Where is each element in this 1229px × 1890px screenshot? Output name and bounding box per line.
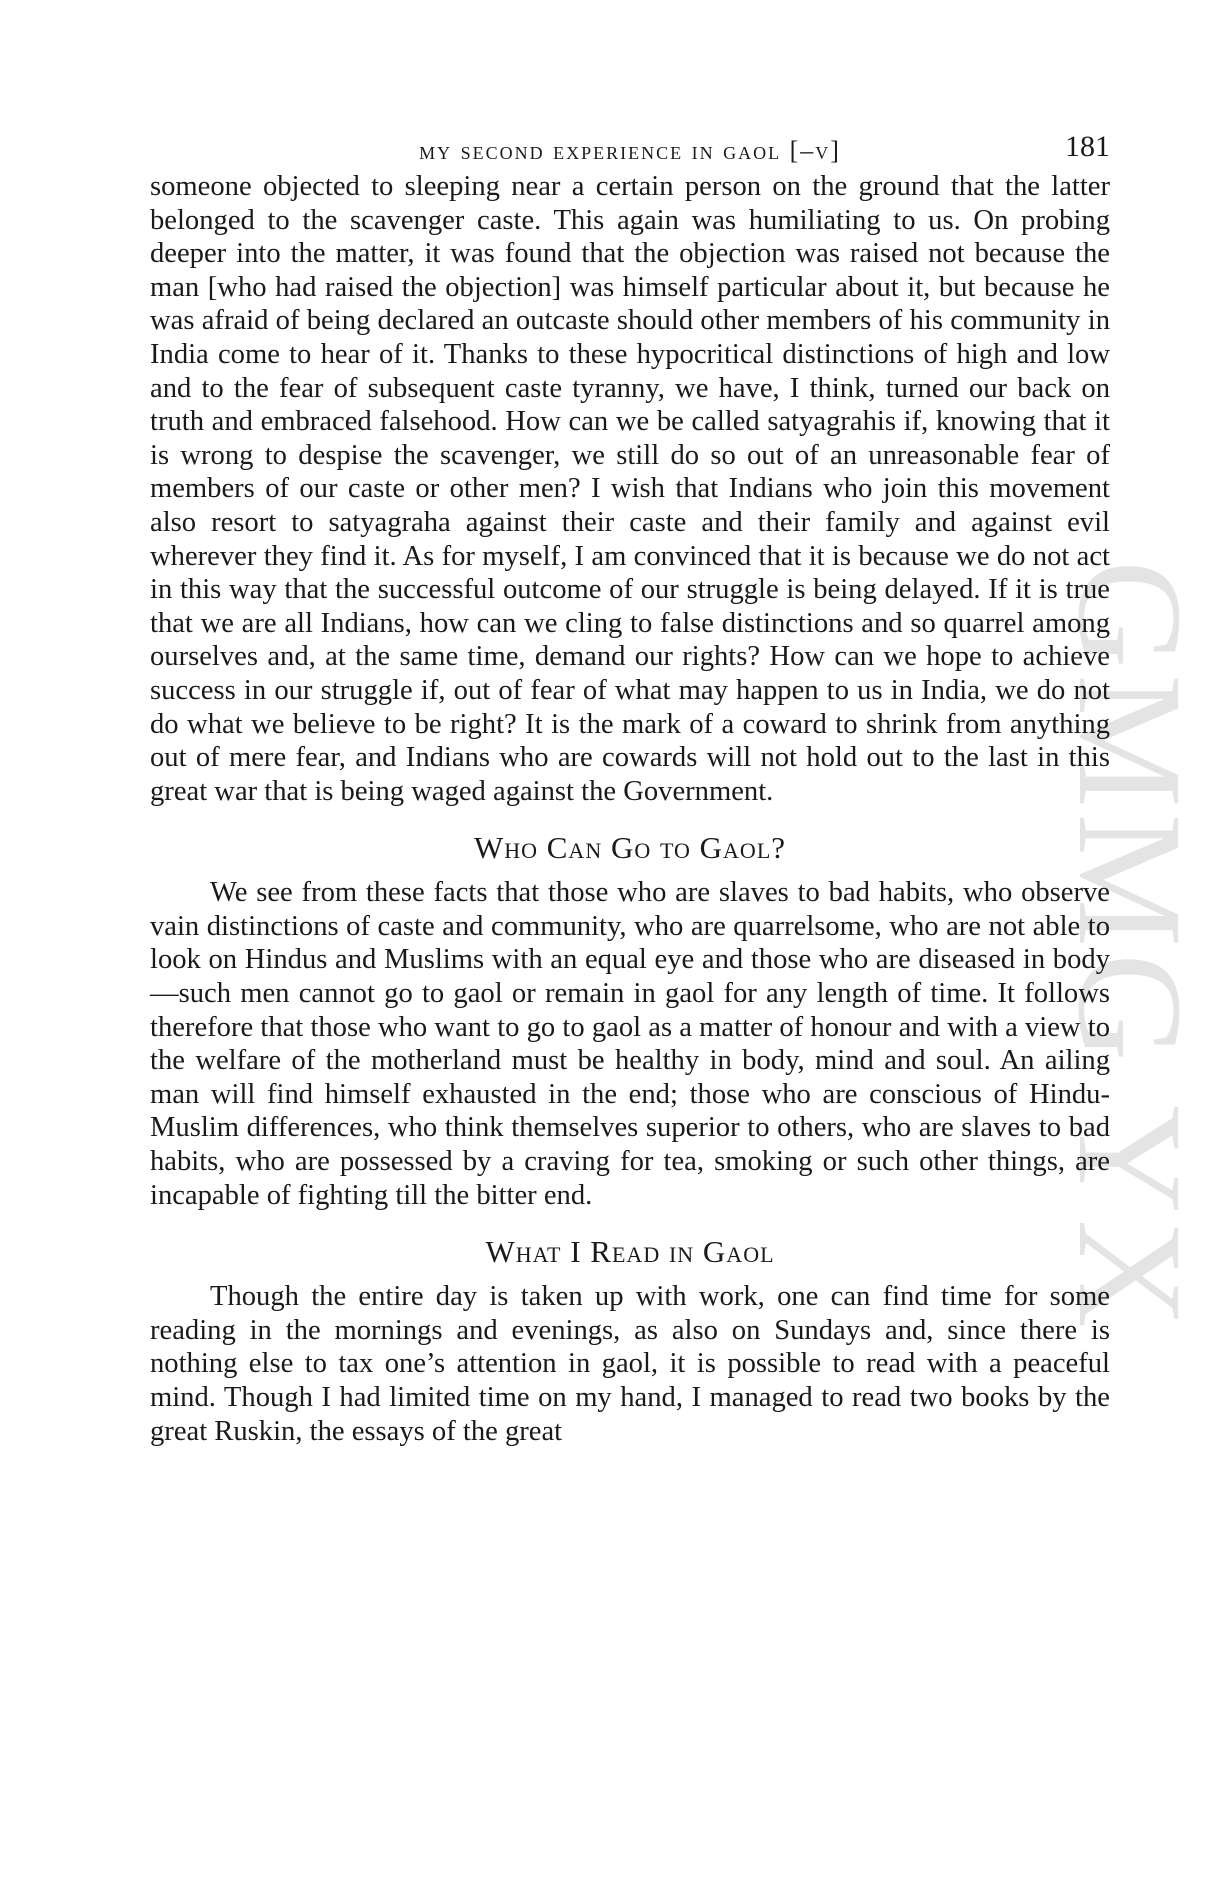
section-heading-what-i-read: What I Read in Gaol [485, 1234, 775, 1270]
paragraph-who-can-go: We see from these facts that those who are slaves to bad habits, who observe vain distinctions of caste and community, who are quarrelsome, who are not able to look on Hindus and Muslims with an equal eye and those who are diseased in body—such men cannot go to gaol or remain in gaol for any length of time. It follows therefore that those who want to go to gaol as a matter of honour and with a view to the welfare of the motherland must be healthy in body, mind and soul. An ailing man will find himself exhausted in the end; those who are conscious of Hindu-Muslim differences, who think themselves superior to others, who are slaves to bad habits, who are possessed by a craving for tea, smoking or such other things, are incapable of fighting till the bitter end. [150, 877, 1110, 1211]
running-head [150, 120, 1110, 170]
paragraph-what-i-read: Though the entire day is taken up with work, one can find time for some reading in the mornings and evenings, as also on Sundays and, since there is nothing else to tax one’s attention in gaol, it is possible to read with a peaceful mind. Though I had limited time on my hand, I managed to read two books by the great Ruskin, the essays of the great [150, 1281, 1110, 1447]
page-number: 181 [1065, 130, 1110, 163]
section-heading-who-can-go-to-gaol: Who Can Go to Gaol? [473, 830, 787, 866]
watermark: GMMG YX [1047, 560, 1213, 1334]
paragraph-continued: someone objected to sleeping near a certain person on the ground that the latter belonged to the scavenger caste. This again was humiliating to us. On probing deeper into the matter, it was found that the objection was raised not because the man [who had raised the objection] was himself particular about it, but because he was afraid of being declared an outcaste should other members of his community in India come to hear of it. Thanks to these hypocritical distinctions of high and low and to the fear of subsequent caste tyranny, we have, I think, turned our back on truth and embraced falsehood. How can we be called satyagrahis if, knowing that it is wrong to despise the scavenger, we still do so out of an unreasonable fear of members of our caste or other men? I wish that Indians who join this movement also resort to satyagraha against their caste and their family and against evil wherever they find it. As for myself, I am convinced that it is because we do not act in this way that the successful outcome of our struggle is being delayed. If it is true that we are all Indians, how can we cling to false distinctions and so quarrel among ourselves and, at the same time, demand our rights? How can we hope to achieve success in our struggle if, out of fear of what may happen to us in India, we do not do what we believe to be right? It is the mark of a coward to shrink from anything out of mere fear, and Indians who are cowards will not hold out to the last in this great war that is being waged against the Government. [150, 171, 1110, 807]
document-page [150, 120, 1110, 1448]
running-title: my second experience in gaol [–v] [419, 136, 841, 165]
